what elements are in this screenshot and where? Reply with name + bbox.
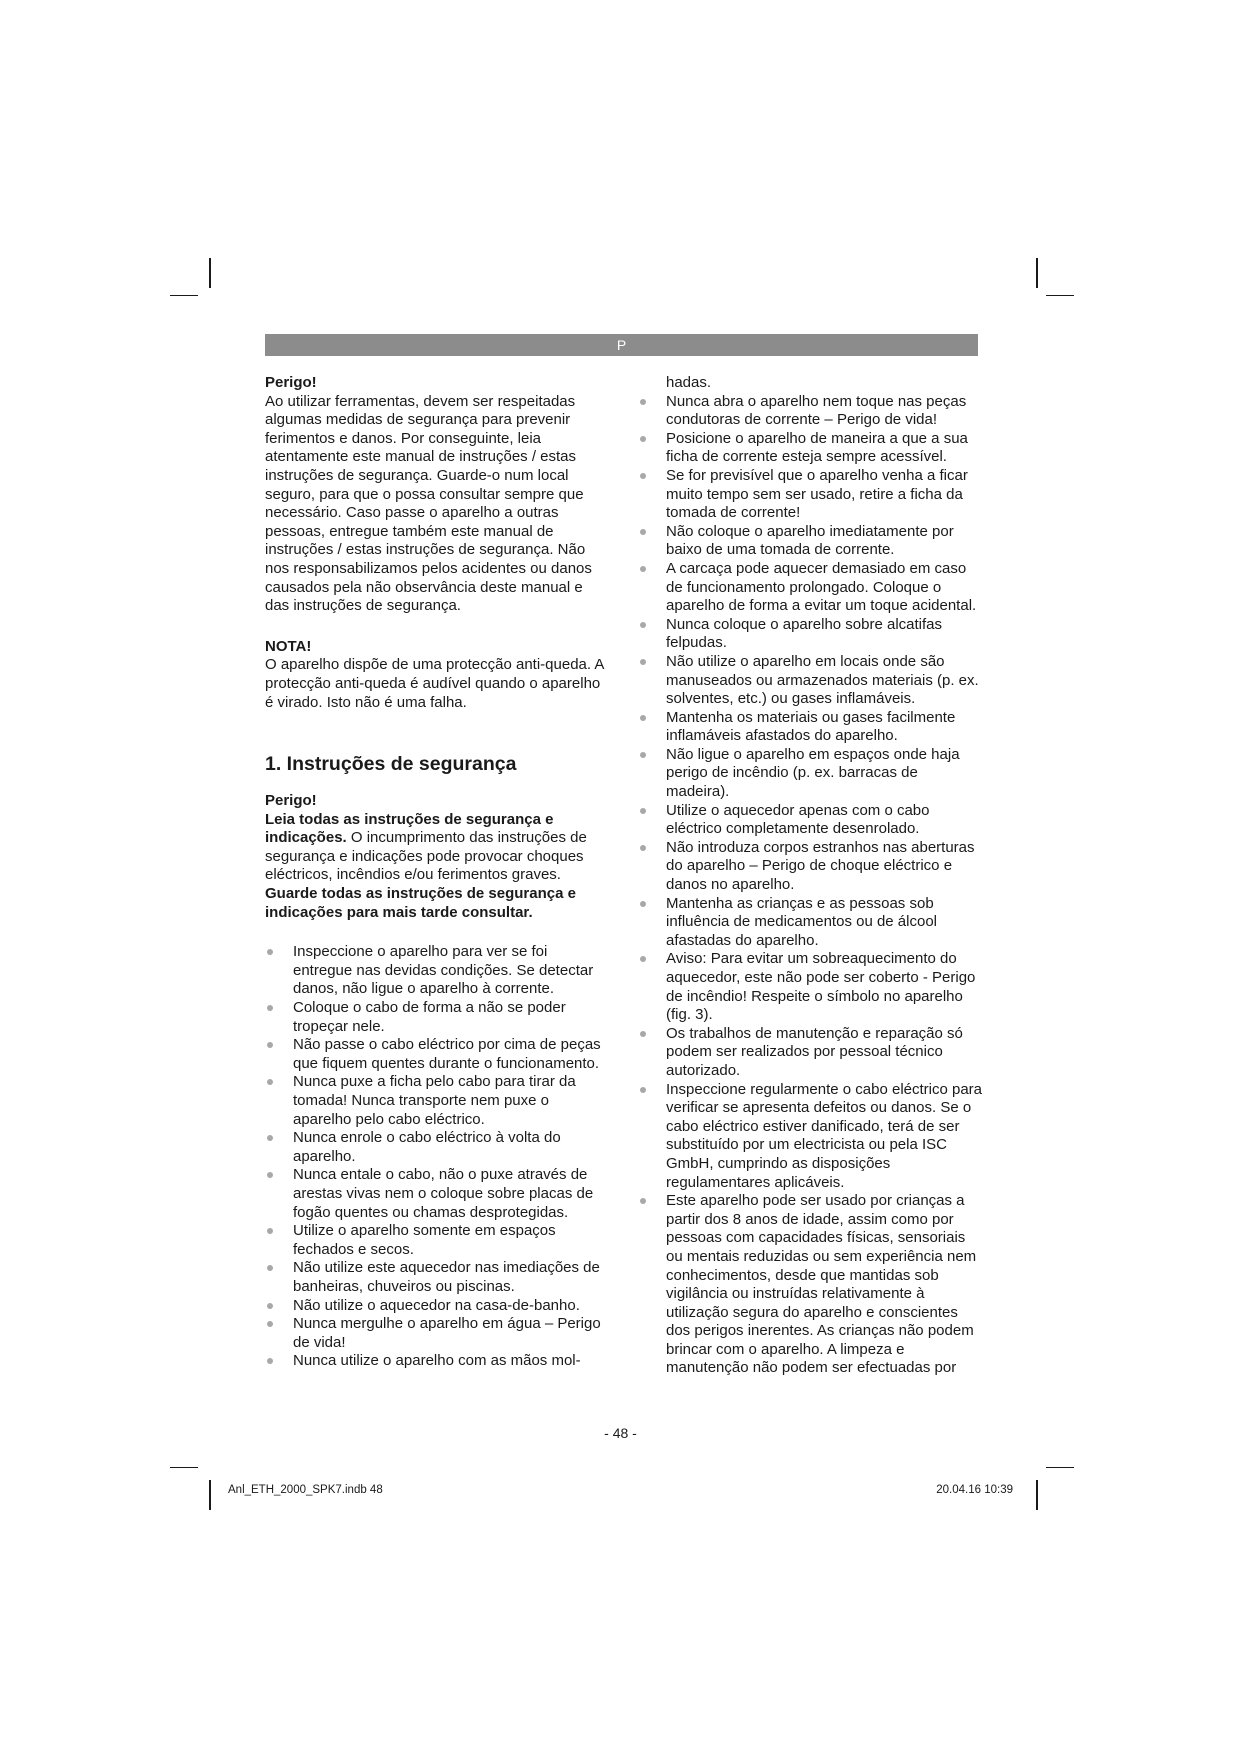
list-item: Utilize o aparelho somente em espaços fechados e secos. [265,1222,610,1259]
list-item: Mantenha as crianças e as pessoas sob influência de medicamentos ou de álcool afastadas do aparelho. [638,895,983,951]
footer-file-name: Anl_ETH_2000_SPK7.indb 48 [228,1484,383,1496]
crop-mark [209,258,211,288]
list-item: Posicione o aparelho de maneira a que a sua ficha de corrente esteja sempre acessível. [638,430,983,467]
left-column [265,374,610,1371]
footer-timestamp: 20.04.16 10:39 [936,1484,1013,1496]
crop-mark [1036,258,1038,288]
crop-mark [170,1467,198,1468]
safety-list-right [638,374,983,1378]
language-header-bar: P [265,334,978,356]
crop-mark [209,1480,211,1510]
list-item: Não coloque o aparelho imediatamente por baixo de uma tomada de corrente. [638,523,983,560]
note-text: O aparelho dispõe de uma protecção anti-queda. A protecção anti-queda é audível quando o aparelho é virado. Isto não é uma falha. [265,656,604,711]
crop-mark [1046,295,1074,296]
note-title: NOTA! [265,637,312,655]
danger-bold-2: Guarde todas as instruções de segurança e indicações para mais tarde consultar. [265,885,576,921]
list-item: Nunca coloque o aparelho sobre alcatifas felpudas. [638,616,983,653]
warning-title: Perigo! [265,374,317,391]
right-column [638,374,983,1378]
list-item: Inspeccione o aparelho para ver se foi entregue nas devidas condições. Se detectar danos, não ligue o aparelho à corrente. [265,943,610,999]
list-item: Este aparelho pode ser usado por crianças a partir dos 8 anos de idade, assim como por pessoas com capacidades físicas, sensoriais ou mentais reduzidas ou sem experiência nem conhecimentos, desde que mantidas sob vigilância ou instruídas relativamente à utilização segura do aparelho e conscientes dos perigos inerentes. As crianças não podem brincar com o aparelho. A limpeza e manutenção não podem ser efectuadas por [638,1192,983,1378]
danger-title: Perigo! [265,792,317,810]
list-item: Não introduza corpos estranhos nas aberturas do aparelho – Perigo de choque eléctrico e danos no aparelho. [638,839,983,895]
crop-mark [170,295,198,296]
danger-paragraph [265,811,610,885]
page-number: - 48 - [604,1425,637,1441]
crop-mark [1036,1480,1038,1510]
list-item: Aviso: Para evitar um sobreaquecimento do aquecedor, este não pode ser coberto - Perigo de incêndio! Respeite o símbolo no aparelho (fig. 3). [638,950,983,1024]
safety-list-left [265,943,610,1371]
list-item: Se for previsível que o aparelho venha a ficar muito tempo sem ser usado, retire a ficha da tomada de corrente! [638,467,983,523]
list-item: Nunca mergulhe o aparelho em água – Perigo de vida! [265,1315,610,1352]
warning-text: Ao utilizar ferramentas, devem ser respeitadas algumas medidas de segurança para prevenir ferimentos e danos. Por conseguinte, leia atentamente este manual de instruções / estas instruções de segurança. Guarde-o num local seguro, para que o possa consultar sempre que necessário. Caso passe o aparelho a outras pessoas, entregue também este manual de instruções / estas instruções de segurança. Não nos responsabilizamos pelos acidentes ou danos causados pela não observância deste manual e das instruções de segurança. [265,392,592,615]
list-item: Nunca enrole o cabo eléctrico à volta do aparelho. [265,1129,610,1166]
list-item: Coloque o cabo de forma a não se poder tropeçar nele. [265,999,610,1036]
list-item: A carcaça pode aquecer demasiado em caso de funcionamento prolongado. Coloque o aparelho de forma a evitar um toque acidental. [638,560,983,616]
list-item: Não passe o cabo eléctrico por cima de peças que fiquem quentes durante o funcionamento. [265,1036,610,1073]
list-item: Não utilize o aquecedor na casa-de-banho. [265,1297,610,1316]
list-item: Não utilize este aquecedor nas imediações de banheiras, chuveiros ou piscinas. [265,1259,610,1296]
list-item-continuation: hadas. [666,374,712,391]
list-item: Inspeccione regularmente o cabo eléctrico para verificar se apresenta defeitos ou danos. Se o cabo eléctrico estiver danificado, terá de ser substituído por um electricista ou pela ISC GmbH, cumprindo as disposições regulamentares aplicáveis. [638,1081,983,1193]
section-title: 1. Instruções de segurança [265,753,517,776]
list-item: Nunca entale o cabo, não o puxe através de arestas vivas nem o coloque sobre placas de fogão quentes ou chamas desprotegidas. [265,1166,610,1222]
list-item: Os trabalhos de manutenção e reparação só podem ser realizados por pessoal técnico autorizado. [638,1025,983,1081]
list-item: Utilize o aquecedor apenas com o cabo eléctrico completamente desenrolado. [638,802,983,839]
crop-mark [1046,1467,1074,1468]
list-item: Mantenha os materiais ou gases facilmente inflamáveis afastados do aparelho. [638,709,983,746]
danger-text: O incumprimento das instruções de segurança e indicações pode provocar choques eléctricos, incêndios e/ou ferimentos graves. [265,829,587,884]
list-item: Nunca utilize o aparelho com as mãos mol- [265,1352,610,1371]
list-item: Nunca puxe a ficha pelo cabo para tirar da tomada! Nunca transporte nem puxe o aparelho pelo cabo eléctrico. [265,1073,610,1129]
list-item: Não utilize o aparelho em locais onde são manuseados ou armazenados materiais (p. ex. solventes, etc.) ou gases inflamáveis. [638,653,983,709]
list-item: Não ligue o aparelho em espaços onde haja perigo de incêndio (p. ex. barracas de madeira). [638,746,983,802]
danger-bold-1: Leia todas as instruções de segurança e indicações. [265,810,554,847]
list-item: Nunca abra o aparelho nem toque nas peças condutoras de corrente – Perigo de vida! [638,393,983,430]
